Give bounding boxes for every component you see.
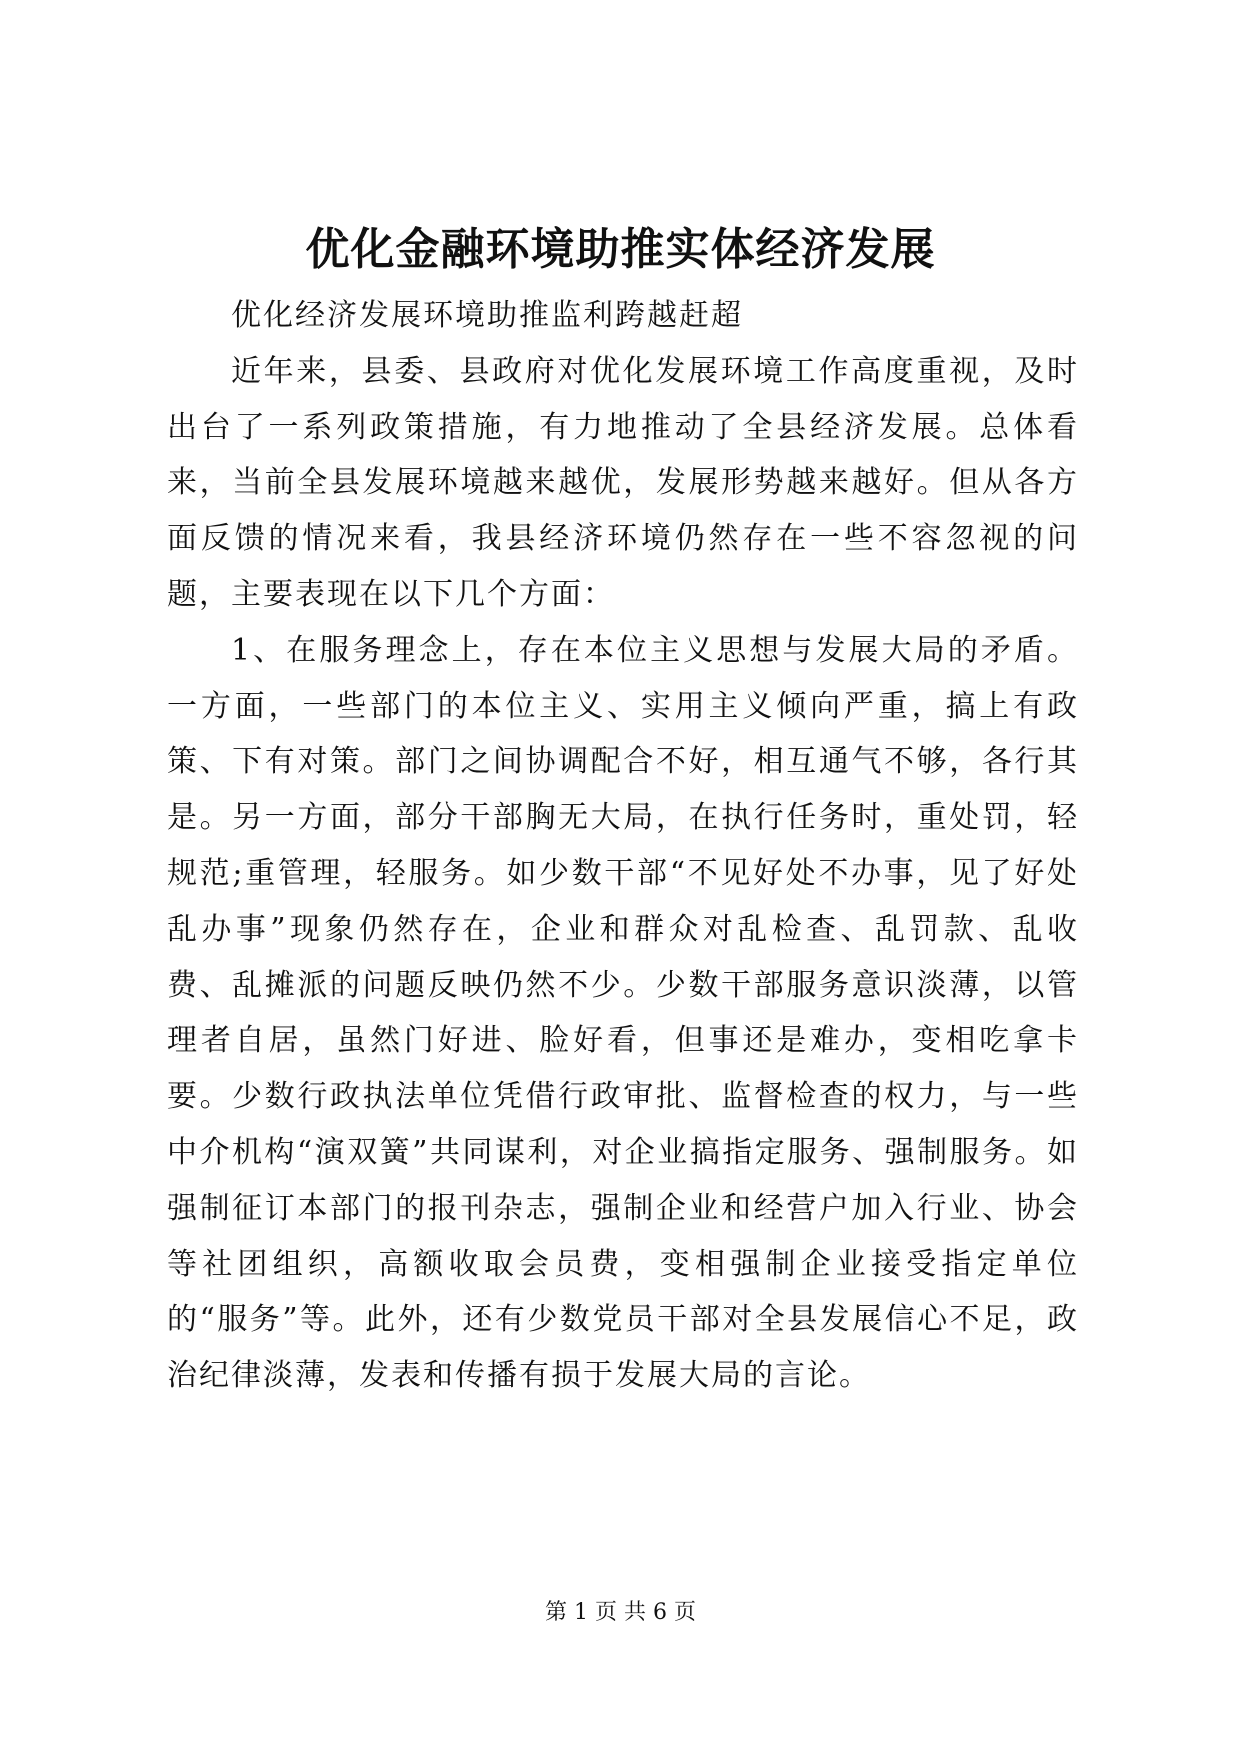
point-one-paragraph: 1、在服务理念上，存在本位主义思想与发展大局的矛盾。一方面，一些部门的本位主义、实用主义倾向严重，搞上有政策、下有对策。部门之间协调配合不好，相互通气不够，各行其是。另一方面，部分干部胸无大局，在执行任务时，重处罚，轻规范;重管理，轻服务。如少数干部“不见好处不办事，见了好处乱办事”现象仍然存在，企业和群众对乱检查、乱罚款、乱收费、乱摊派的问题反映仍然不少。少数干部服务意识淡薄，以管理者自居，虽然门好进、脸好看，但事还是难办，变相吃拿卡要。少数行政执法单位凭借行政审批、监督检查的权力，与一些中介机构“演双簧”共同谋利，对企业搞指定服务、强制服务。如强制征订本部门的报刊杂志，强制企业和经营户加入行业、协会等社团组织，高额收取会员费，变相强制企业接受指定单位的“服务”等。此外，还有少数党员干部对全县发展信心不足，政治纪律淡薄，发表和传播有损于发展大局的言论。	[167, 632, 1079, 1394]
document-body	[167, 288, 1079, 1404]
subtitle-paragraph: 优化经济发展环境助推监利跨越赶超	[231, 298, 743, 333]
intro-paragraph: 近年来，县委、县政府对优化发展环境工作高度重视，及时出台了一系列政策措施，有力地推动了全县经济发展。总体看来，当前全县发展环境越来越优，发展形势越来越好。但从各方面反馈的情况来看，我县经济环境仍然存在一些不容忽视的问题，主要表现在以下几个方面：	[167, 353, 1079, 612]
page-number-footer: 第 1 页 共 6 页	[545, 1600, 696, 1625]
document-title: 优化金融环境助推实体经济发展	[305, 224, 936, 275]
